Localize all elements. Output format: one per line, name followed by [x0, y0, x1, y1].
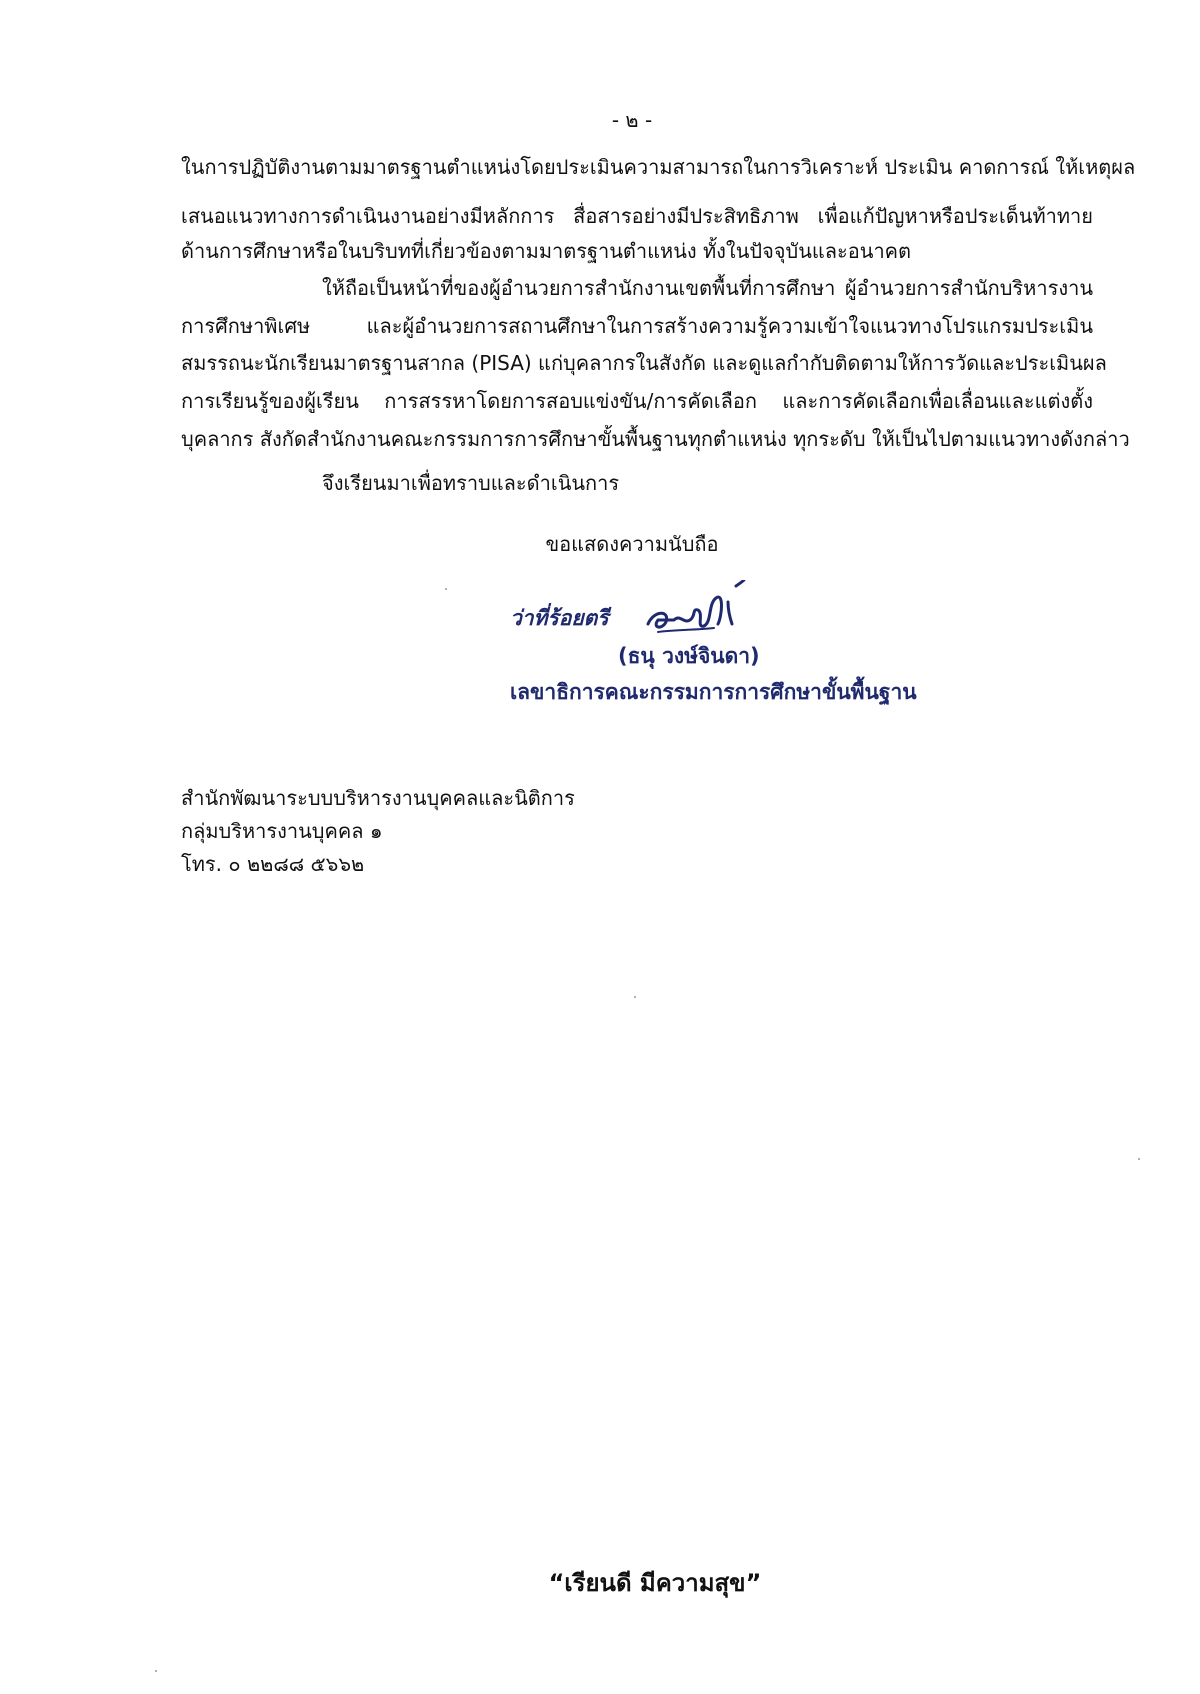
paragraph2-line-3: สมรรถนะนักเรียนมาตรฐานสากล (PISA) แก่บุคลากรในสังกัด และดูแลกำกับติดตามให้การวัดและประเมินผล	[181, 351, 1107, 375]
office-name: สำนักพัฒนาระบบบริหารงานบุคคลและนิติการ	[181, 786, 575, 810]
page-number: - ๒ -	[611, 108, 653, 132]
signatory-rank: ว่าที่ร้อยตรี	[510, 606, 609, 630]
signatory-name: (ธนุ วงษ์จินดา)	[618, 644, 760, 668]
paragraph2-line-4: การเรียนรู้ของผู้เรียน การสรรหาโดยการสอบแข่งขัน/การคัดเลือก และการคัดเลือกเพื่อเลื่อนและแต่งตั้ง	[181, 389, 1093, 413]
paragraph2-line-5: บุคลากร สังกัดสำนักงานคณะกรรมการการศึกษาขั้นพื้นฐานทุกตำแหน่ง ทุกระดับ ให้เป็นไปตามแนวทางดังกล่าว	[181, 427, 1130, 451]
office-contact-block	[181, 782, 575, 881]
paragraph1-line-1: ในการปฏิบัติงานตามมาตรฐานตำแหน่งโดยประเมินความสามารถในการวิเคราะห์ ประเมิน คาดการณ์ ให้เหตุผล	[181, 155, 1136, 179]
salutation: ขอแสดงความนับถือ	[545, 532, 719, 556]
paragraph1-line-3: ด้านการศึกษาหรือในบริบทที่เกี่ยวข้องตามมาตรฐานตำแหน่ง ทั้งในปัจจุบันและอนาคต	[181, 239, 912, 263]
office-group: กลุ่มบริหารงานบุคคล ๑	[181, 819, 383, 843]
scan-speck	[155, 1670, 157, 1672]
scan-speck	[445, 588, 447, 590]
paragraph2-line-1: ให้ถือเป็นหน้าที่ของผู้อำนวยการสำนักงานเขตพื้นที่การศึกษา ผู้อำนวยการสำนักบริหารงาน	[322, 276, 1093, 300]
motto: “เรียนดี มีความสุข”	[548, 1569, 762, 1597]
signature-block	[510, 590, 930, 720]
signatory-position: เลขาธิการคณะกรรมการการศึกษาขั้นพื้นฐาน	[510, 680, 917, 704]
paragraph2-line-2: การศึกษาพิเศษ และผู้อำนวยการสถานศึกษาในการสร้างความรู้ความเข้าใจแนวทางโปรแกรมประเมิน	[181, 314, 1093, 338]
scan-speck	[1138, 1158, 1140, 1160]
scan-speck	[634, 996, 636, 998]
handwritten-signature	[644, 580, 764, 644]
paragraph1-line-2: เสนอแนวทางการดำเนินงานอย่างมีหลักการ สื่อสารอย่างมีประสิทธิภาพ เพื่อแก้ปัญหาหรือประเด็นท้าทาย	[181, 204, 1093, 228]
office-phone: โทร. ๐ ๒๒๘๘ ๕๖๖๒	[181, 852, 365, 876]
closing-request: จึงเรียนมาเพื่อทราบและดำเนินการ	[322, 471, 620, 495]
